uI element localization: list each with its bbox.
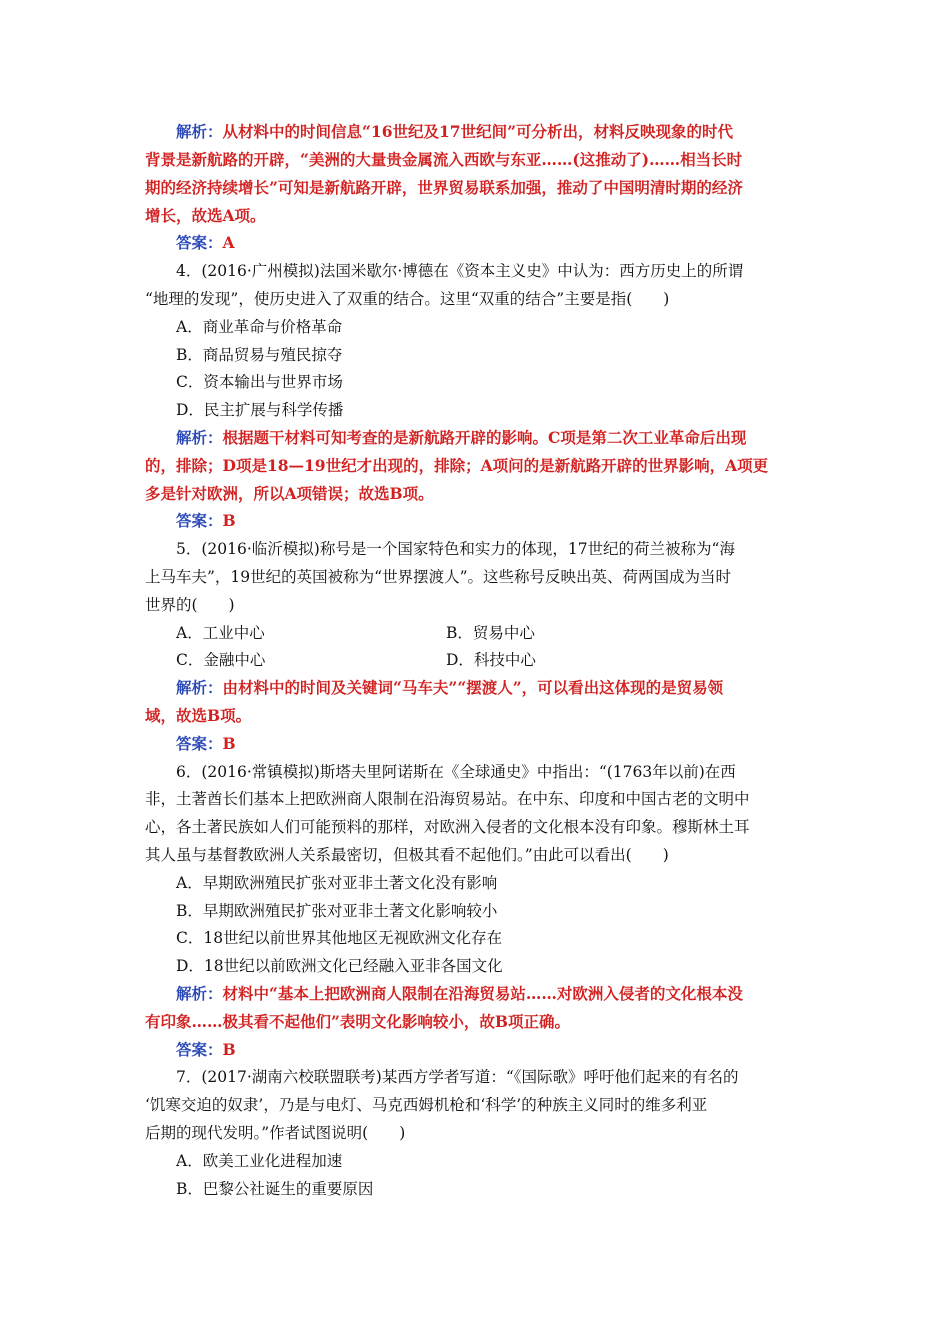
q7-option: B．巴黎公社诞生的重要原因 (176, 1180, 374, 1198)
q6-stem-line: 非，土著酋长们基本上把欧洲商人限制在沿海贸易站。在中东、印度和中国古老的文明中 (145, 790, 750, 808)
q6-analysis-line: 解析：材料中“基本上把欧洲商人限制在沿海贸易站……对欧洲入侵者的文化根本没 (176, 984, 743, 1003)
q5-option: D．科技中心 (446, 651, 536, 669)
q6-answer: 答案：B (176, 1040, 236, 1059)
q5-analysis-line: 域，故选B项。 (145, 706, 252, 725)
q6-option: A．早期欧洲殖民扩张对亚非土著文化没有影响 (176, 874, 498, 892)
q5-answer: 答案：B (176, 734, 236, 753)
q3-analysis-line: 背景是新航路的开辟，“美洲的大量贵金属流入西欧与东亚……(这推动了)……相当长时 (145, 150, 743, 169)
q5-option-row (176, 650, 846, 670)
q4-answer: 答案：B (176, 511, 236, 530)
q3-analysis-line: 增长，故选A项。 (145, 206, 266, 225)
q5-option-row (176, 623, 846, 643)
analysis-label: 解析： (176, 122, 223, 141)
q3-analysis-line: 解析：从材料中的时间信息“16世纪及17世纪间”可分析出，材料反映现象的时代 (176, 122, 733, 141)
analysis-label: 解析： (176, 984, 223, 1003)
q4-analysis-line: 的，排除；D项是18—19世纪才出现的，排除；A项问的是新航路开辟的世界影响，A项更 (145, 456, 769, 475)
q4-option: B．商品贸易与殖民掠夺 (176, 346, 343, 364)
q5-analysis-line: 解析：由材料中的时间及关键词“马车夫”“摆渡人”，可以看出这体现的是贸易领 (176, 678, 724, 697)
q6-stem-line: 6．(2016·常镇模拟)斯塔夫里阿诺斯在《全球通史》中指出：“(1763年以前)在西 (176, 763, 736, 781)
q5-option: C．金融中心 (176, 651, 266, 669)
q7-stem-line: 7．(2017·湖南六校联盟联考)某西方学者写道：“《国际歌》呼吁他们起来的有名的 (176, 1068, 739, 1086)
q5-option: A．工业中心 (176, 624, 265, 642)
q5-stem-line: 5．(2016·临沂模拟)称号是一个国家特色和实力的体现，17世纪的荷兰被称为“海 (176, 540, 735, 558)
q4-stem-line: 4．(2016·广州模拟)法国米歇尔·博德在《资本主义史》中认为：西方历史上的所谓 (176, 262, 744, 280)
q6-option: B．早期欧洲殖民扩张对亚非土著文化影响较小 (176, 902, 498, 920)
q6-analysis-line: 有印象……极其看不起他们”表明文化影响较小，故B项正确。 (145, 1012, 571, 1031)
q7-option: A．欧美工业化进程加速 (176, 1152, 343, 1170)
q6-stem-line: 其人虽与基督教欧洲人关系最密切，但极其看不起他们。”由此可以看出( ) (145, 846, 669, 864)
q6-option: D．18世纪以前欧洲文化已经融入亚非各国文化 (176, 957, 503, 975)
q3-analysis-line: 期的经济持续增长”可知是新航路开辟，世界贸易联系加强，推动了中国明清时期的经济 (145, 178, 743, 197)
q4-analysis-line: 解析：根据题干材料可知考查的是新航路开辟的影响。C项是第二次工业革命后出现 (176, 428, 747, 447)
q7-stem-line: 后期的现代发明。”作者试图说明( ) (145, 1124, 406, 1142)
q3-answer: 答案：A (176, 233, 235, 252)
q5-option: B．贸易中心 (446, 624, 535, 642)
q6-stem-line: 心，各土著民族如人们可能预料的那样，对欧洲入侵者的文化根本没有印象。穆斯林土耳 (145, 818, 750, 836)
analysis-label: 解析： (176, 428, 223, 447)
q4-stem-line: “地理的发现”，使历史进入了双重的结合。这里“双重的结合”主要是指( ) (145, 290, 670, 308)
analysis-label: 解析： (176, 678, 223, 697)
q4-option: C．资本输出与世界市场 (176, 373, 343, 391)
q5-stem-line: 上马车夫”，19世纪的英国被称为“世界摆渡人”。这些称号反映出英、荷两国成为当时 (145, 568, 731, 586)
q6-option: C．18世纪以前世界其他地区无视欧洲文化存在 (176, 929, 503, 947)
q5-stem-line: 世界的( ) (145, 596, 235, 614)
q4-analysis-line: 多是针对欧洲，所以A项错误；故选B项。 (145, 484, 434, 503)
q7-stem-line: ‘饥寒交迫的奴隶’，乃是与电灯、马克西姆机枪和‘科学’的种族主义同时的维多利亚 (145, 1096, 708, 1114)
q4-option: A．商业革命与价格革命 (176, 318, 343, 336)
q4-option: D．民主扩展与科学传播 (176, 401, 344, 419)
